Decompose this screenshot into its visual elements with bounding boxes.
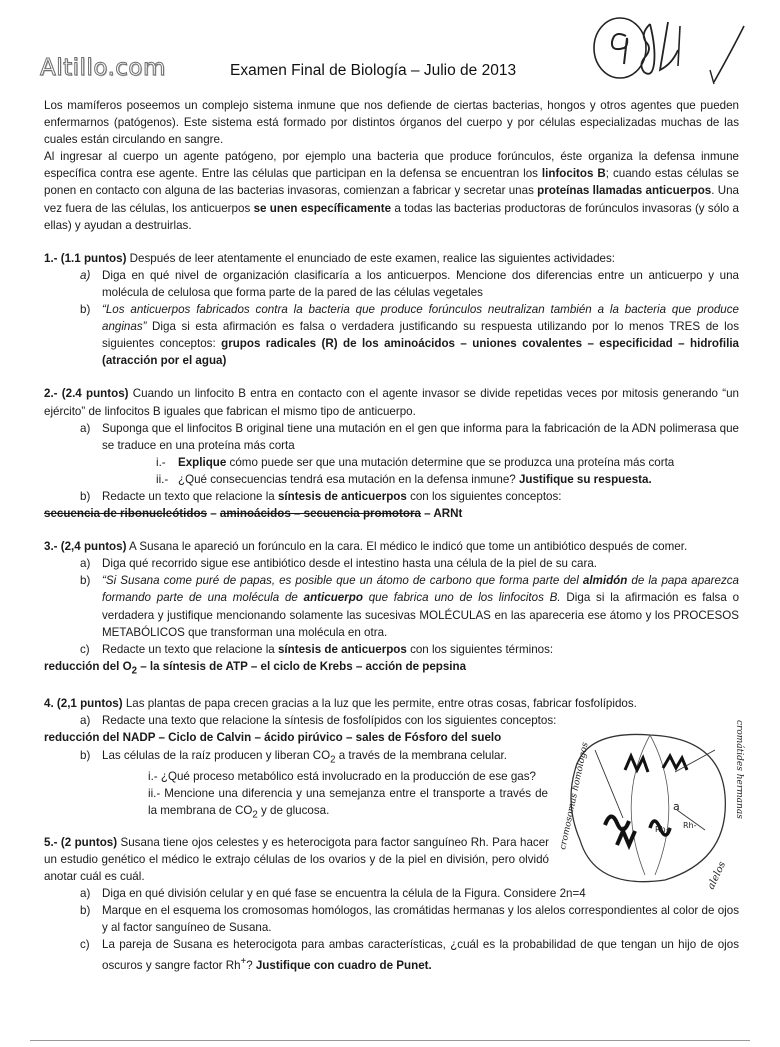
question-5-c: c) La pareja de Susana es heterocigota para ambas características, ¿cuál es la probabilidad de que tengan un hijo de ojos oscuros y sangre factor Rh+? Justifique con cuadro de Punet. <box>80 938 739 973</box>
page-title: Examen Final de Biología – Julio de 2013 <box>230 62 517 79</box>
handwritten-grade-mark <box>590 14 710 84</box>
handwritten-slash-mark <box>700 22 750 92</box>
question-3-c: c) Redacte un texto que relacione la síntesis de anticuerpos con los siguientes términos: <box>80 642 554 656</box>
question-1-b: b) “Los anticuerpos fabricados contra la bacteria que produce forúnculos neutralizan también a la bacteria que produce anginas” Diga si esta afirmación es falsa o verdadera justificando su respuesta utilizando por lo menos TRES de los siguientes conceptos: grupos radicales (R) de los aminoácidos – uniones covalentes – especificidad – hidrofilia (atracción por el agua) <box>80 303 739 368</box>
question-3-c-concepts: reducción del $O_2$ – la síntesis de ATP – el ciclo de Krebs – acción de pepsina <box>44 659 467 677</box>
page-bottom-rule <box>30 1040 750 1041</box>
question-5: 5.- (2 puntos) Susana tiene ojos celestes y es heterocigota para factor sanguíneo Rh. Para hacer un estudio genético el médico le extrajo células de los ovarios y de la piel en división, pero olvidó anotar cuál es cuál. a) Diga en qué división celular y en qué fase se encuentra la célula de la Figura. Considere 2n=4 b) Marque en el esquema los cromosomas homólogos, las cromátidas hermanas y los alelos correspondientes al color de ojos y al factor sanguíneo de Susana. c) La pareja de Susana es heterocigota para ambas características, ¿cuál es la probabilidad de que tengan un hijo de ojos oscuros y sangre factor Rh+? Justifique con cuadro de Punet. <box>44 834 739 975</box>
chromosome <box>663 756 687 770</box>
question-4-a-concepts: reducción del NADP – Ciclo de Calvin – ácido pirúvico – sales de Fósforo del suelo <box>44 731 502 745</box>
spindle-fiber <box>631 735 650 875</box>
question-4-heading: 4. (2,1 puntos) <box>44 697 123 711</box>
cell-division-figure <box>555 710 745 900</box>
annotation-homologos: cromosomas homólogos <box>558 741 591 851</box>
chromosome <box>605 816 629 829</box>
question-5-a: a) Diga en qué división celular y en qué fase se encuentra la célula de la Figura. Considere 2n=4 <box>80 886 586 900</box>
annotation-cromatides: cromátides hermanas <box>734 720 744 819</box>
question-2-heading: 2.- (2.4 puntos) <box>44 387 129 401</box>
question-2-b-concepts: secuencia de ribonucleótidos – aminoácidos – secuencia promotora – ARNt <box>44 507 463 521</box>
question-3-heading: 3.- (2,4 puntos) <box>44 540 127 554</box>
question-1-heading: 1.- (1.1 puntos) <box>44 251 127 265</box>
question-3: 3.- (2,4 puntos) A Susana le apareció un forúnculo en la cara. El médico le indicó que tome un antibiótico después de comer. a) Diga qué recorrido sigue ese antibiótico desde el intestino hasta una célula de la piel de su cara. b) “Si Susana come puré de papas, es posible que un átomo de carbono que forma parte del almidón de la papa aparezca formando parte de una molécula de anticuerpo que fabrica uno de los linfocitos B. Diga si la afirmación es falsa o verdadera y justifique mencionando solamente las sucesivas MOLÉCULAS en las apareceria ese átomo y los PROCESOS METABÓLICOS que transforman una molécula en otra. c) Redacte un texto que relacione la síntesis de anticuerpos con los siguientes términos: reducción del $O_2$ – la síntesis de ATP – el ciclo de Krebs – acción de pepsina <box>44 538 739 679</box>
chromosome <box>617 831 635 845</box>
allele-label-a: a <box>673 800 680 813</box>
intro-paragraph-2: Al ingresar al cuerpo un agente patógeno, por ejemplo una bacteria que produce forúnculos, éste organiza la defensa inmune específica contra ese agente. Entre las células que participan en la defensa se encuentran los linfocitos B; cuando estas células se ponen en contacto con alguna de las bacterias invasoras, comienzan a fabricar y secretar unas proteínas llamadas anticuerpos. Una vez fuera de las células, los anticuerpos se unen específicamente a todas las bacterias productoras de forúnculos invasoras (y sólo a ellas) y ayudan a destruirlas. <box>44 150 739 232</box>
allele-label-rh-minus: Rh- <box>683 821 697 830</box>
annotation-pointer <box>595 750 623 818</box>
question-4: 4. (2,1 puntos) Las plantas de papa crecen gracias a la luz que les permite, entre otras cosas, fabricar fosfolípidos. a) Redacte una texto que relacione la síntesis de fosfolípidos con los siguientes conceptos: reducción del NADP – Ciclo de Calvin – ácido pirúvico – sales de Fósforo del suelo b) Las células de la raíz producen y liberan $CO_2$ a través de la membrana celular. i.- ¿Qué proceso metabólico está involucrado en la producción de ese gas? ii.- Mencione una diferencia y una semejanza entre el transporte a través de la membrana de $CO_2$ y de glucosa. <box>44 695 739 823</box>
site-logo: Altillo.com <box>40 55 166 81</box>
chromosome <box>625 756 648 772</box>
allele-label-rh-plus: Rh+ <box>655 825 673 834</box>
question-4-b: b) Las células de la raíz producen y liberan $CO_2$ a través de la membrana celular. <box>80 748 507 765</box>
grade-mark-text: 9 84 <box>590 14 592 15</box>
question-2-a-ii: ii.- ¿Qué consecuencias tendrá esa mutación en la defensa inmune? Justifique su respuesta. <box>156 472 652 486</box>
question-2-b: b) Redacte un texto que relacione la síntesis de anticuerpos con los siguientes conceptos: <box>80 489 562 503</box>
spindle-fiber <box>650 735 669 875</box>
question-2-a: a) Suponga que el linfocitos B original tiene una mutación en el gen que informa para la fabricación de la ADN polimerasa que se traduce en una proteína más corta <box>80 421 739 452</box>
annotation-alelos: alelos <box>705 859 729 892</box>
question-4-a: a) Redacte una texto que relacione la síntesis de fosfolípidos con los siguientes conceptos: <box>80 714 557 728</box>
question-5-b: b) Marque en el esquema los cromosomas homólogos, las cromátidas hermanas y los alelos correspondientes al color de ojos y al factor sanguíneo de Susana. <box>80 903 739 934</box>
question-3-a: a) Diga qué recorrido sigue ese antibiótico desde el intestino hasta una célula de la piel de su cara. <box>80 557 597 571</box>
question-3-b: b) “Si Susana come puré de papas, es posible que un átomo de carbono que forma parte del almidón de la papa aparezca formando parte de una molécula de anticuerpo que fabrica uno de los linfocitos B. Diga si la afirmación es falsa o verdadera y justifique mencionando solamente las sucesivas MOLÉCULAS en las apareceria ese átomo y los PROCESOS METABÓLICOS que transforman una molécula en otra. <box>80 574 740 639</box>
question-4-b-ii: ii.- Mencione una diferencia y una semejanza entre el transporte a través de la membrana de $CO_2$ y de glucosa. <box>148 787 548 821</box>
question-1-a: a) Diga en qué nivel de organización clasificaría a los anticuerpos. Mencione dos diferencias entre un anticuerpo y una molécula de celulosa que forma parte de la pared de las células vegetales <box>80 268 739 299</box>
question-4-b-i: i.- ¿Qué proceso metabólico está involucrado en la producción de ese gas? <box>148 769 536 783</box>
question-1: 1.- (1.1 puntos) Después de leer atentamente el enunciado de este examen, realice las siguientes actividades: a) Diga en qué nivel de organización clasificaría a los anticuerpos. Mencione dos diferencias entre un anticuerpo y una molécula de celulosa que forma parte de la pared de las células vegetales b) “Los anticuerpos fabricados contra la bacteria que produce forúnculos neutralizan también a la bacteria que produce anginas” Diga si esta afirmación es falsa o verdadera justificando su respuesta utilizando por lo menos TRES de los siguientes conceptos: grupos radicales (R) de los aminoácidos – uniones covalentes – especificidad – hidrofilia (atracción por el agua) <box>44 250 739 370</box>
question-2-a-i: i.- Explique cómo puede ser que una mutación determine que se produzca una proteína más corta <box>156 455 675 469</box>
question-5-heading: 5.- (2 puntos) <box>44 835 118 849</box>
question-2: 2.- (2.4 puntos) Cuando un linfocito B entra en contacto con el agente invasor se divide repetidas veces por mitosis generando “un ejército” de linfocitos B iguales que fabrican el mismo tipo de anticuerpo. a) Suponga que el linfocitos B original tiene una mutación en el gen que informa para la fabricación de la ADN polimerasa que se traduce en una proteína más corta i.- Explique cómo puede ser que una mutación determine que se produzca una proteína más corta ii.- ¿Qué consecuencias tendrá esa mutación en la defensa inmune? Justifique su respuesta. b) Redacte un texto que relacione la síntesis de anticuerpos con los siguientes conceptos: secuencia de ribonucleótidos – aminoácidos – secuencia promotora – ARNt <box>44 385 739 522</box>
intro-paragraph-1: Los mamíferos poseemos un complejo sistema inmune que nos defiende de ciertas bacterias, hongos y otros agentes que pueden enfermarnos (patógenos). Este sistema está formado por distintos órganos del cuerpo y por células especializadas muchas de las cuales están circulando en sangre. <box>44 99 739 147</box>
